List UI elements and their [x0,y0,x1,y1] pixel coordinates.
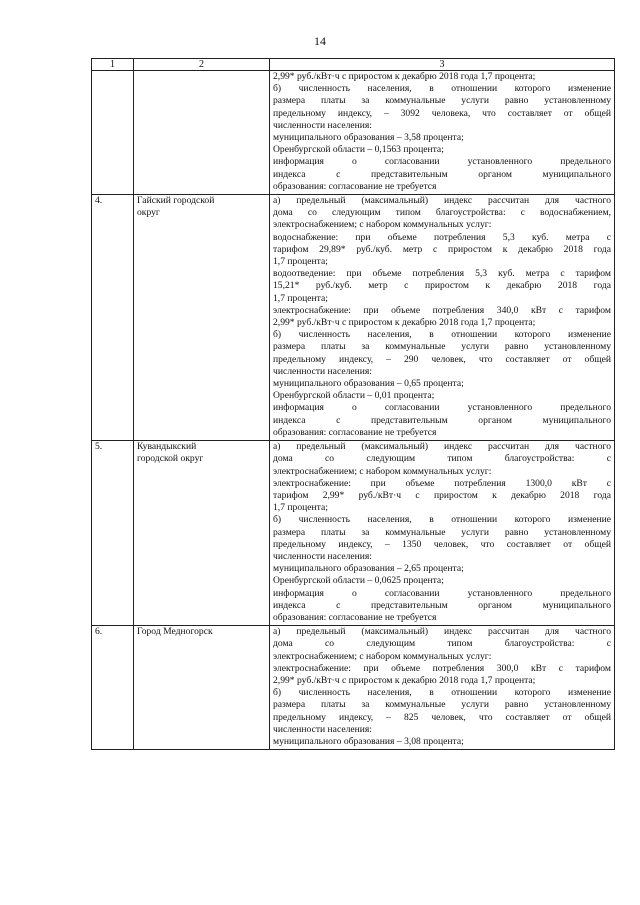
description-line: размера платы за коммунальные услуги равно установленному [273,95,611,107]
description-line: образования: согласование не требуется [273,611,437,623]
row-number: 6. [92,626,134,750]
description-line: предельному индексу, – 1350 человек, что составляет от общей [273,538,611,550]
description-line: индекса с представительным органом муниципального [273,599,611,611]
municipality-name-line: Город Медногорск [137,626,213,638]
description-line: численности населения: [273,119,372,131]
header-cell: 2 [134,59,270,71]
description-line: б) численность населения, в отношении которого изменение [273,329,611,341]
description-line: 1,7 процента; [273,256,328,268]
header-cell: 3 [270,59,615,71]
description-line: 2,99* руб./кВт·ч с приростом к декабрю 2018 года 1,7 процента; [273,317,536,329]
table-row [92,71,615,195]
description-line: муниципального образования – 2,65 процента; [273,563,464,575]
table-row [92,626,615,750]
header-cell: 1 [92,59,134,71]
description-line: численности населения: [273,550,372,562]
description-line: водоснабжение: при объеме потребления 5,3 куб. метра с [273,231,611,243]
description-line: муниципального образования – 0,65 процента; [273,378,464,390]
description-line: информация о согласовании установленного предельного [273,156,611,168]
description-line: информация о согласовании установленного предельного [273,587,611,599]
description-line: дома со следующим типом благоустройства: с [273,453,611,465]
table-row [92,441,615,626]
index-description [270,626,615,750]
description-line: 2,99* руб./кВт·ч с приростом к декабрю 2018 года 1,7 процента; [273,71,536,82]
description-line: индекса с представительным органом муниципального [273,168,611,180]
description-line: предельному индексу, – 825 человек, что составляет от общей [273,711,611,723]
description-line: индекса с представительным органом муниципального [273,414,611,426]
description-line: электроснабжением; с набором коммунальных услуг: [273,219,492,231]
description-line: численности населения: [273,723,372,735]
description-line: Оренбургской области – 0,01 процента; [273,390,435,402]
description-line: размера платы за коммунальные услуги равно установленному [273,526,611,538]
row-number: 4. [92,195,134,441]
municipality-name-line: Кувандыкский [137,441,197,453]
description-line: предельному индексу, – 3092 человека, что составляет от общей [273,107,611,119]
description-line: 15,21* руб./куб. метр с приростом к декабрю 2018 года [273,280,611,292]
page-number: 14 [314,34,326,48]
description-line: размера платы за коммунальные услуги равно установленному [273,699,611,711]
description-line: информация о согласовании установленного предельного [273,402,611,414]
municipality-name [134,626,270,750]
description-line: водоотведение: при объеме потребления 5,3 куб. метра с тарифом [273,268,611,280]
description-line: 2,99* руб./кВт·ч с приростом к декабрю 2018 года 1,7 процента; [273,674,536,686]
description-line: Оренбургской области – 0,1563 процента; [273,144,444,156]
description-line: тарифом 29,89* руб./куб. метр с приростом к декабрю 2018 года [273,243,611,255]
description-line: численности населения: [273,365,372,377]
description-line: дома со следующим типом благоустройства: с водоснабжением, [273,207,611,219]
municipal-index-table [91,58,615,750]
description-line: Оренбургской области – 0,0625 процента; [273,575,444,587]
index-description [270,195,615,441]
description-line: электроснабжением; с набором коммунальных услуг: [273,465,492,477]
municipality-name [134,195,270,441]
table-header-row [92,59,615,71]
table-row [92,195,615,441]
description-line: муниципального образования – 3,58 процента; [273,132,464,144]
row-number [92,71,134,195]
index-description [270,441,615,626]
description-line: муниципального образования – 3,08 процента; [273,735,464,747]
description-line: а) предельный (максимальный) индекс рассчитан для частного [273,195,611,207]
description-line: 1,7 процента; [273,292,328,304]
index-description [270,71,615,195]
description-line: предельному индексу, – 290 человек, что составляет от общей [273,353,611,365]
description-line: б) численность населения, в отношении которого изменение [273,514,611,526]
description-line: дома со следующим типом благоустройства: с [273,638,611,650]
row-number: 5. [92,441,134,626]
description-line: а) предельный (максимальный) индекс рассчитан для частного [273,626,611,638]
description-line: тарифом 2,99* руб./кВт·ч с приростом к декабрю 2018 года [273,489,611,501]
description-line: образования: согласование не требуется [273,180,437,192]
municipality-name [134,441,270,626]
description-line: а) предельный (максимальный) индекс рассчитан для частного [273,441,611,453]
municipality-name [134,71,270,195]
description-line: б) численность населения, в отношении которого изменение [273,687,611,699]
description-line: электроснабжение: при объеме потребления 1300,0 кВт с [273,477,611,489]
description-line: 1,7 процента; [273,502,328,514]
description-line: электроснабжение: при объеме потребления 340,0 кВт с тарифом [273,304,611,316]
municipality-name-line: городской округ [137,453,204,465]
description-line: размера платы за коммунальные услуги равно установленному [273,341,611,353]
municipality-name-line: Гайский городской [137,195,215,207]
description-line: электроснабжение: при объеме потребления 300,0 кВт с тарифом [273,662,611,674]
municipality-name-line: округ [137,207,160,219]
description-line: электроснабжением; с набором коммунальных услуг: [273,650,492,662]
description-line: б) численность населения, в отношении которого изменение [273,83,611,95]
description-line: образования: согласование не требуется [273,426,437,438]
